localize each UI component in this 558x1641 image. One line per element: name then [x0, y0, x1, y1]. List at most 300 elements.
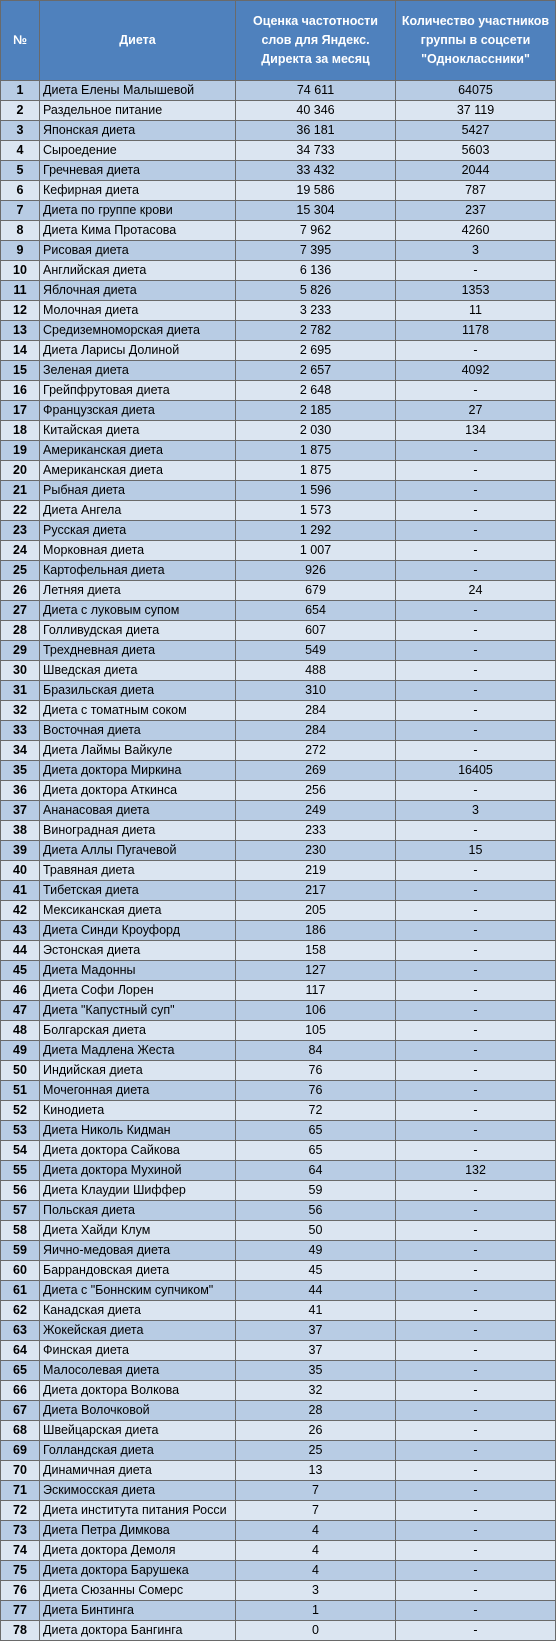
yandex-frequency-cell: 2 657: [236, 361, 396, 381]
row-number-cell: 53: [1, 1121, 40, 1141]
table-header: [1, 1, 556, 81]
yandex-frequency-cell: 36 181: [236, 121, 396, 141]
yandex-frequency-cell: 1 573: [236, 501, 396, 521]
odnoklassniki-members-cell: -: [396, 1081, 556, 1101]
yandex-frequency-cell: 1 292: [236, 521, 396, 541]
odnoklassniki-members-cell: -: [396, 1001, 556, 1021]
yandex-frequency-cell: 34 733: [236, 141, 396, 161]
yandex-frequency-cell: 1: [236, 1601, 396, 1621]
diet-name-cell: Диета с "Боннским супчиком": [40, 1281, 236, 1301]
diet-name-cell: Рыбная диета: [40, 481, 236, 501]
table-row: [1, 1141, 556, 1161]
diet-name-cell: Сыроедение: [40, 141, 236, 161]
row-number-cell: 12: [1, 301, 40, 321]
diet-name-cell: Диета Кима Протасова: [40, 221, 236, 241]
odnoklassniki-members-cell: -: [396, 521, 556, 541]
odnoklassniki-members-cell: -: [396, 1301, 556, 1321]
odnoklassniki-members-cell: -: [396, 901, 556, 921]
table-row: [1, 941, 556, 961]
yandex-frequency-cell: 3: [236, 1581, 396, 1601]
row-number-cell: 31: [1, 681, 40, 701]
odnoklassniki-members-cell: 134: [396, 421, 556, 441]
diet-name-cell: Диета доктора Миркина: [40, 761, 236, 781]
diet-name-cell: Молочная диета: [40, 301, 236, 321]
row-number-cell: 77: [1, 1601, 40, 1621]
row-number-cell: 26: [1, 581, 40, 601]
diet-name-cell: Диета по группе крови: [40, 201, 236, 221]
yandex-frequency-cell: 40 346: [236, 101, 396, 121]
table-row: [1, 401, 556, 421]
table-row: [1, 1101, 556, 1121]
row-number-cell: 18: [1, 421, 40, 441]
yandex-frequency-cell: 4: [236, 1561, 396, 1581]
table-row: [1, 861, 556, 881]
odnoklassniki-members-cell: -: [396, 1401, 556, 1421]
table-row: [1, 701, 556, 721]
table-row: [1, 581, 556, 601]
row-number-cell: 72: [1, 1501, 40, 1521]
yandex-frequency-cell: 654: [236, 601, 396, 621]
diet-name-cell: Средиземноморская диета: [40, 321, 236, 341]
odnoklassniki-members-cell: 27: [396, 401, 556, 421]
diet-name-cell: Диета Мадонны: [40, 961, 236, 981]
table-row: [1, 561, 556, 581]
diet-name-cell: Диета доктора Демоля: [40, 1541, 236, 1561]
row-number-cell: 24: [1, 541, 40, 561]
diet-name-cell: Диета Аллы Пугачевой: [40, 841, 236, 861]
table-row: [1, 461, 556, 481]
row-number-cell: 43: [1, 921, 40, 941]
yandex-frequency-cell: 5 826: [236, 281, 396, 301]
table-row: [1, 1001, 556, 1021]
diet-name-cell: Виноградная диета: [40, 821, 236, 841]
diet-name-cell: Диета доктора Аткинса: [40, 781, 236, 801]
row-number-cell: 9: [1, 241, 40, 261]
row-number-cell: 32: [1, 701, 40, 721]
table-row: [1, 81, 556, 101]
diet-name-cell: Диета Клаудии Шиффер: [40, 1181, 236, 1201]
table-row: [1, 1041, 556, 1061]
yandex-frequency-cell: 249: [236, 801, 396, 821]
diet-name-cell: Баррандовская диета: [40, 1261, 236, 1281]
diet-name-cell: Диета Петра Димкова: [40, 1521, 236, 1541]
diet-name-cell: Диета Николь Кидман: [40, 1121, 236, 1141]
row-number-cell: 2: [1, 101, 40, 121]
row-number-cell: 25: [1, 561, 40, 581]
diet-name-cell: Трехдневная диета: [40, 641, 236, 661]
yandex-frequency-cell: 65: [236, 1121, 396, 1141]
diet-name-cell: Болгарская диета: [40, 1021, 236, 1041]
odnoklassniki-members-cell: -: [396, 461, 556, 481]
row-number-cell: 56: [1, 1181, 40, 1201]
yandex-frequency-cell: 607: [236, 621, 396, 641]
row-number-cell: 40: [1, 861, 40, 881]
yandex-frequency-cell: 186: [236, 921, 396, 941]
odnoklassniki-members-cell: -: [396, 1041, 556, 1061]
table-row: [1, 1501, 556, 1521]
table-row: [1, 341, 556, 361]
table-row: [1, 281, 556, 301]
diet-name-cell: Летняя диета: [40, 581, 236, 601]
yandex-frequency-cell: 33 432: [236, 161, 396, 181]
row-number-cell: 44: [1, 941, 40, 961]
diet-name-cell: Диета Синди Кроуфорд: [40, 921, 236, 941]
diet-name-cell: Динамичная диета: [40, 1461, 236, 1481]
row-number-cell: 69: [1, 1441, 40, 1461]
yandex-frequency-cell: 1 596: [236, 481, 396, 501]
odnoklassniki-members-cell: -: [396, 861, 556, 881]
diet-name-cell: Русская диета: [40, 521, 236, 541]
diet-name-cell: Китайская диета: [40, 421, 236, 441]
yandex-frequency-cell: 272: [236, 741, 396, 761]
row-number-cell: 50: [1, 1061, 40, 1081]
odnoklassniki-members-cell: 1178: [396, 321, 556, 341]
table-row: [1, 1561, 556, 1581]
yandex-frequency-cell: 35: [236, 1361, 396, 1381]
yandex-frequency-cell: 488: [236, 661, 396, 681]
yandex-frequency-cell: 2 782: [236, 321, 396, 341]
odnoklassniki-members-cell: -: [396, 1241, 556, 1261]
table-row: [1, 221, 556, 241]
yandex-frequency-cell: 15 304: [236, 201, 396, 221]
odnoklassniki-members-cell: -: [396, 601, 556, 621]
diet-name-cell: Диета Софи Лорен: [40, 981, 236, 1001]
table-row: [1, 1021, 556, 1041]
diet-name-cell: Диета Бинтинга: [40, 1601, 236, 1621]
diet-name-cell: Кефирная диета: [40, 181, 236, 201]
table-row: [1, 141, 556, 161]
row-number-cell: 49: [1, 1041, 40, 1061]
row-number-cell: 60: [1, 1261, 40, 1281]
yandex-frequency-cell: 284: [236, 721, 396, 741]
row-number-cell: 39: [1, 841, 40, 861]
odnoklassniki-members-cell: -: [396, 661, 556, 681]
odnoklassniki-members-cell: 3: [396, 241, 556, 261]
row-number-cell: 71: [1, 1481, 40, 1501]
diet-name-cell: Морковная диета: [40, 541, 236, 561]
row-number-cell: 16: [1, 381, 40, 401]
odnoklassniki-members-cell: -: [396, 821, 556, 841]
row-number-cell: 37: [1, 801, 40, 821]
odnoklassniki-members-cell: -: [396, 921, 556, 941]
odnoklassniki-members-cell: -: [396, 1261, 556, 1281]
odnoklassniki-members-cell: -: [396, 381, 556, 401]
diet-name-cell: Диета "Капустный суп": [40, 1001, 236, 1021]
table-row: [1, 201, 556, 221]
diet-name-cell: Канадская диета: [40, 1301, 236, 1321]
table-row: [1, 1121, 556, 1141]
table-row: [1, 821, 556, 841]
row-number-cell: 62: [1, 1301, 40, 1321]
row-number-cell: 57: [1, 1201, 40, 1221]
odnoklassniki-members-cell: 11: [396, 301, 556, 321]
table-row: [1, 1261, 556, 1281]
odnoklassniki-members-cell: 24: [396, 581, 556, 601]
table-row: [1, 601, 556, 621]
table-row: [1, 921, 556, 941]
table-row: [1, 1341, 556, 1361]
diet-name-cell: Английская диета: [40, 261, 236, 281]
yandex-frequency-cell: 72: [236, 1101, 396, 1121]
row-number-cell: 48: [1, 1021, 40, 1041]
yandex-frequency-cell: 256: [236, 781, 396, 801]
table-row: [1, 981, 556, 1001]
row-number-cell: 41: [1, 881, 40, 901]
table-row: [1, 1241, 556, 1261]
table-row: [1, 181, 556, 201]
yandex-frequency-cell: 7: [236, 1481, 396, 1501]
odnoklassniki-members-cell: -: [396, 561, 556, 581]
yandex-frequency-cell: 205: [236, 901, 396, 921]
odnoklassniki-members-cell: -: [396, 941, 556, 961]
diet-name-cell: Эстонская диета: [40, 941, 236, 961]
diet-name-cell: Диета доктора Сайкова: [40, 1141, 236, 1161]
row-number-cell: 8: [1, 221, 40, 241]
odnoklassniki-members-cell: -: [396, 641, 556, 661]
odnoklassniki-members-cell: 2044: [396, 161, 556, 181]
yandex-frequency-cell: 37: [236, 1341, 396, 1361]
diet-name-cell: Травяная диета: [40, 861, 236, 881]
yandex-frequency-cell: 44: [236, 1281, 396, 1301]
table-row: [1, 1541, 556, 1561]
row-number-cell: 42: [1, 901, 40, 921]
odnoklassniki-members-cell: -: [396, 1421, 556, 1441]
yandex-frequency-cell: 2 695: [236, 341, 396, 361]
table-row: [1, 161, 556, 181]
row-number-cell: 78: [1, 1621, 40, 1641]
odnoklassniki-members-cell: -: [396, 261, 556, 281]
diet-name-cell: Голливудская диета: [40, 621, 236, 641]
odnoklassniki-members-cell: -: [396, 1321, 556, 1341]
diet-name-cell: Голландская диета: [40, 1441, 236, 1461]
row-number-cell: 58: [1, 1221, 40, 1241]
table-row: [1, 121, 556, 141]
yandex-frequency-cell: 269: [236, 761, 396, 781]
diet-name-cell: Диета доктора Волкова: [40, 1381, 236, 1401]
yandex-frequency-cell: 105: [236, 1021, 396, 1041]
odnoklassniki-members-cell: -: [396, 621, 556, 641]
odnoklassniki-members-cell: -: [396, 1541, 556, 1561]
yandex-frequency-cell: 50: [236, 1221, 396, 1241]
row-number-cell: 66: [1, 1381, 40, 1401]
row-number-cell: 38: [1, 821, 40, 841]
diet-name-cell: Американская диета: [40, 441, 236, 461]
yandex-frequency-cell: 106: [236, 1001, 396, 1021]
diet-name-cell: Кинодиета: [40, 1101, 236, 1121]
diet-name-cell: Польская диета: [40, 1201, 236, 1221]
diet-name-cell: Диета Сюзанны Сомерс: [40, 1581, 236, 1601]
yandex-frequency-cell: 2 648: [236, 381, 396, 401]
row-number-cell: 13: [1, 321, 40, 341]
odnoklassniki-members-cell: -: [396, 781, 556, 801]
odnoklassniki-members-cell: -: [396, 1561, 556, 1581]
row-number-cell: 67: [1, 1401, 40, 1421]
odnoklassniki-members-cell: 4260: [396, 221, 556, 241]
diet-name-cell: Грейпфрутовая диета: [40, 381, 236, 401]
table-row: [1, 1081, 556, 1101]
diet-name-cell: Диета доктора Барушека: [40, 1561, 236, 1581]
header-number: №: [1, 1, 40, 81]
row-number-cell: 64: [1, 1341, 40, 1361]
diet-name-cell: Рисовая диета: [40, 241, 236, 261]
yandex-frequency-cell: 0: [236, 1621, 396, 1641]
yandex-frequency-cell: 1 007: [236, 541, 396, 561]
odnoklassniki-members-cell: -: [396, 1361, 556, 1381]
diet-name-cell: Швейцарская диета: [40, 1421, 236, 1441]
diet-name-cell: Яблочная диета: [40, 281, 236, 301]
yandex-frequency-cell: 28: [236, 1401, 396, 1421]
diet-name-cell: Жокейская диета: [40, 1321, 236, 1341]
odnoklassniki-members-cell: -: [396, 1461, 556, 1481]
diet-name-cell: Яично-медовая диета: [40, 1241, 236, 1261]
table-row: [1, 501, 556, 521]
yandex-frequency-cell: 219: [236, 861, 396, 881]
row-number-cell: 23: [1, 521, 40, 541]
yandex-frequency-cell: 4: [236, 1521, 396, 1541]
diet-name-cell: Зеленая диета: [40, 361, 236, 381]
odnoklassniki-members-cell: -: [396, 1021, 556, 1041]
yandex-frequency-cell: 74 611: [236, 81, 396, 101]
odnoklassniki-members-cell: -: [396, 441, 556, 461]
diet-name-cell: Финская диета: [40, 1341, 236, 1361]
odnoklassniki-members-cell: -: [396, 721, 556, 741]
diet-name-cell: Диета с луковым супом: [40, 601, 236, 621]
yandex-frequency-cell: 37: [236, 1321, 396, 1341]
row-number-cell: 22: [1, 501, 40, 521]
table-row: [1, 301, 556, 321]
diet-name-cell: Диета Елены Малышевой: [40, 81, 236, 101]
odnoklassniki-members-cell: -: [396, 481, 556, 501]
odnoklassniki-members-cell: -: [396, 1581, 556, 1601]
table-row: [1, 321, 556, 341]
table-row: [1, 801, 556, 821]
row-number-cell: 63: [1, 1321, 40, 1341]
row-number-cell: 75: [1, 1561, 40, 1581]
diet-name-cell: Диета Ангела: [40, 501, 236, 521]
odnoklassniki-members-cell: -: [396, 1141, 556, 1161]
diet-name-cell: Индийская диета: [40, 1061, 236, 1081]
yandex-frequency-cell: 217: [236, 881, 396, 901]
odnoklassniki-members-cell: -: [396, 541, 556, 561]
table-row: [1, 1201, 556, 1221]
row-number-cell: 65: [1, 1361, 40, 1381]
yandex-frequency-cell: 3 233: [236, 301, 396, 321]
header-row: [1, 1, 556, 81]
odnoklassniki-members-cell: 15: [396, 841, 556, 861]
table-row: [1, 621, 556, 641]
row-number-cell: 52: [1, 1101, 40, 1121]
odnoklassniki-members-cell: -: [396, 341, 556, 361]
yandex-frequency-cell: 6 136: [236, 261, 396, 281]
table-row: [1, 681, 556, 701]
row-number-cell: 6: [1, 181, 40, 201]
table-row: [1, 661, 556, 681]
yandex-frequency-cell: 26: [236, 1421, 396, 1441]
yandex-frequency-cell: 284: [236, 701, 396, 721]
row-number-cell: 73: [1, 1521, 40, 1541]
row-number-cell: 7: [1, 201, 40, 221]
yandex-frequency-cell: 549: [236, 641, 396, 661]
yandex-frequency-cell: 233: [236, 821, 396, 841]
yandex-frequency-cell: 926: [236, 561, 396, 581]
row-number-cell: 61: [1, 1281, 40, 1301]
row-number-cell: 59: [1, 1241, 40, 1261]
odnoklassniki-members-cell: 132: [396, 1161, 556, 1181]
yandex-frequency-cell: 1 875: [236, 461, 396, 481]
table-row: [1, 1441, 556, 1461]
diet-name-cell: Диета Волочковой: [40, 1401, 236, 1421]
table-body: [1, 81, 556, 1641]
diet-name-cell: Мексиканская диета: [40, 901, 236, 921]
table-row: [1, 421, 556, 441]
yandex-frequency-cell: 4: [236, 1541, 396, 1561]
yandex-frequency-cell: 7: [236, 1501, 396, 1521]
yandex-frequency-cell: 64: [236, 1161, 396, 1181]
odnoklassniki-members-cell: -: [396, 1121, 556, 1141]
yandex-frequency-cell: 127: [236, 961, 396, 981]
yandex-frequency-cell: 49: [236, 1241, 396, 1261]
odnoklassniki-members-cell: -: [396, 961, 556, 981]
table-row: [1, 761, 556, 781]
odnoklassniki-members-cell: 37 119: [396, 101, 556, 121]
yandex-frequency-cell: 59: [236, 1181, 396, 1201]
row-number-cell: 21: [1, 481, 40, 501]
odnoklassniki-members-cell: -: [396, 501, 556, 521]
odnoklassniki-members-cell: -: [396, 981, 556, 1001]
odnoklassniki-members-cell: 5427: [396, 121, 556, 141]
diet-name-cell: Диета Лаймы Вайкуле: [40, 741, 236, 761]
row-number-cell: 54: [1, 1141, 40, 1161]
table-row: [1, 1281, 556, 1301]
odnoklassniki-members-cell: 787: [396, 181, 556, 201]
odnoklassniki-members-cell: -: [396, 1441, 556, 1461]
diet-name-cell: Шведская диета: [40, 661, 236, 681]
odnoklassniki-members-cell: -: [396, 1621, 556, 1641]
table-row: [1, 241, 556, 261]
table-row: [1, 641, 556, 661]
row-number-cell: 46: [1, 981, 40, 1001]
row-number-cell: 19: [1, 441, 40, 461]
row-number-cell: 27: [1, 601, 40, 621]
row-number-cell: 17: [1, 401, 40, 421]
odnoklassniki-members-cell: 4092: [396, 361, 556, 381]
diet-name-cell: Французская диета: [40, 401, 236, 421]
row-number-cell: 4: [1, 141, 40, 161]
yandex-frequency-cell: 32: [236, 1381, 396, 1401]
table-row: [1, 901, 556, 921]
row-number-cell: 20: [1, 461, 40, 481]
diet-name-cell: Диета доктора Мухиной: [40, 1161, 236, 1181]
table-row: [1, 1061, 556, 1081]
diet-name-cell: Тибетская диета: [40, 881, 236, 901]
odnoklassniki-members-cell: -: [396, 1061, 556, 1081]
odnoklassniki-members-cell: -: [396, 1601, 556, 1621]
diet-name-cell: Эскимосская диета: [40, 1481, 236, 1501]
row-number-cell: 11: [1, 281, 40, 301]
diet-name-cell: Раздельное питание: [40, 101, 236, 121]
yandex-frequency-cell: 84: [236, 1041, 396, 1061]
yandex-frequency-cell: 76: [236, 1081, 396, 1101]
diet-name-cell: Восточная диета: [40, 721, 236, 741]
odnoklassniki-members-cell: 1353: [396, 281, 556, 301]
yandex-frequency-cell: 19 586: [236, 181, 396, 201]
odnoklassniki-members-cell: -: [396, 741, 556, 761]
odnoklassniki-members-cell: 3: [396, 801, 556, 821]
odnoklassniki-members-cell: -: [396, 1341, 556, 1361]
odnoklassniki-members-cell: 237: [396, 201, 556, 221]
row-number-cell: 47: [1, 1001, 40, 1021]
row-number-cell: 5: [1, 161, 40, 181]
